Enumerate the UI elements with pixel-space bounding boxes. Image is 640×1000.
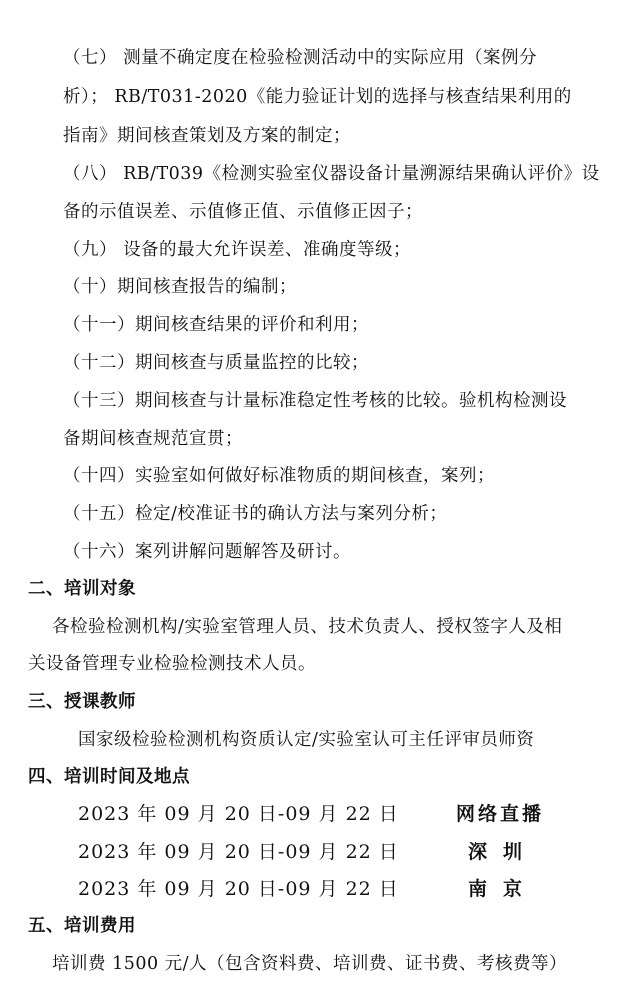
- schedule-row: [78, 840, 618, 864]
- list-item-9: （九） 设备的最大允许误差、准确度等级；: [63, 240, 412, 260]
- list-item-16: （十六）案列讲解问题解答及研讨。: [63, 542, 351, 562]
- schedule-date: 2023 年 09 月 20 日-09 月 22 日: [78, 878, 399, 900]
- training-audience-line-1: 各检验检测机构/实验室管理人员、技术负责人、授权签字人及相: [52, 617, 563, 637]
- fees-text: 培训费 1500 元/人（包含资料费、培训费、证书费、考核费等）: [52, 954, 568, 974]
- instructors-text: 国家级检验检测机构资质认定/实验室认可主任评审员师资: [78, 730, 535, 750]
- list-item-8-line-2: 备的示值误差、示值修正值、示值修正因子；: [63, 202, 423, 222]
- list-item-7-line-2: 析）； RB/T031-2020《能力验证计划的选择与核查结果利用的: [63, 87, 572, 107]
- list-item-15: （十五）检定/校准证书的确认方法与案列分析；: [63, 504, 448, 524]
- training-audience-line-2: 关设备管理专业检验检测技术人员。: [28, 654, 316, 674]
- schedule-row: [78, 802, 618, 826]
- list-item-7-line-1: （七） 测量不确定度在检验检测活动中的实际应用（案例分: [63, 48, 538, 68]
- list-item-7-line-3: 指南》期间核查策划及方案的制定；: [63, 126, 351, 146]
- section-heading-instructors: 三、授课教师: [28, 692, 136, 712]
- section-heading-fees: 五、培训费用: [28, 916, 136, 936]
- schedule-date: 2023 年 09 月 20 日-09 月 22 日: [78, 841, 399, 863]
- schedule-location: 网络直播: [456, 803, 545, 825]
- list-item-11: （十一）期间核查结果的评价和利用；: [63, 315, 369, 335]
- section-heading-time-and-place: 四、培训时间及地点: [28, 767, 190, 787]
- schedule-row: [78, 877, 618, 901]
- list-item-10: （十）期间核查报告的编制；: [63, 277, 297, 297]
- list-item-12: （十二）期间核查与质量监控的比较；: [63, 353, 369, 373]
- list-item-13-line-1: （十三）期间核查与计量标准稳定性考核的比较。验机构检测设: [63, 391, 567, 411]
- list-item-14: （十四）实验室如何做好标准物质的期间核查，案列；: [63, 466, 495, 486]
- section-heading-training-audience: 二、培训对象: [28, 579, 136, 599]
- list-item-8-line-1: （八） RB/T039《检测实验室仪器设备计量溯源结果确认评价》设: [63, 164, 600, 184]
- list-item-13-line-2: 备期间核查规范宣贯；: [63, 429, 243, 449]
- schedule-location: 南京: [468, 878, 539, 900]
- schedule-location: 深圳: [468, 841, 539, 863]
- schedule-date: 2023 年 09 月 20 日-09 月 22 日: [78, 803, 399, 825]
